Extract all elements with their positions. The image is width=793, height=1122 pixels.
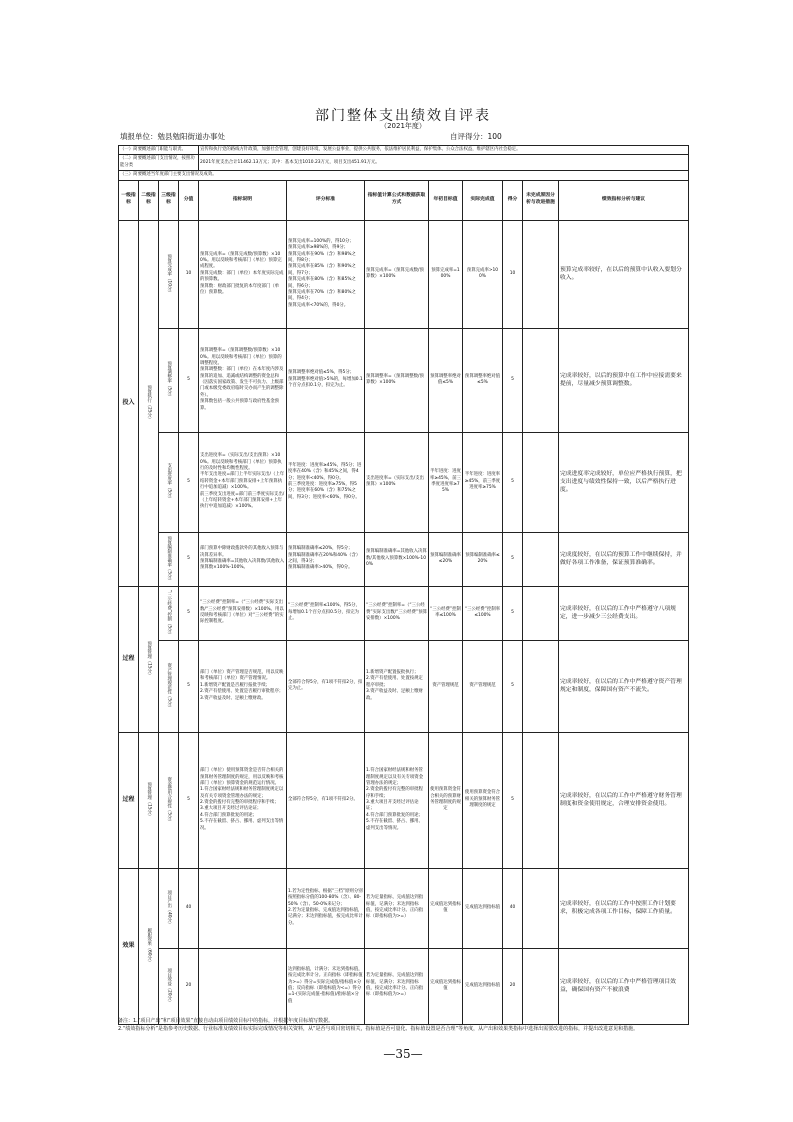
target-cell: 预算完成率=100% bbox=[429, 220, 463, 328]
actual-cell: 预算调整率绝对值≤5% bbox=[463, 328, 503, 432]
reason-cell bbox=[523, 732, 559, 868]
got-cell: 5 bbox=[503, 328, 523, 432]
feedback-cell: 完成率较好，在以后的工作中严格管理项目效益，确保国有资产不被浪费 bbox=[559, 948, 689, 1024]
actual-cell: 预算编制准确率≤20% bbox=[463, 532, 503, 586]
info-text-1: 宣传和执行党的路线方针政策，加强社会管理，创建良好环境，发展公益事业，提供公共服务，依法维护居民利益，保护集体、公众合法权益，维护辖区内社会稳定。 bbox=[199, 146, 689, 155]
target-cell: 完成值达到指标值 bbox=[429, 948, 463, 1024]
reason-cell bbox=[523, 432, 559, 532]
info-row-1 bbox=[119, 146, 689, 155]
desc-cell: 预算调整率=（预算调整数/预算数）×100%。用以反映和考核部门（单位）预算的调整程度。 预算调整数：部门（单位）在本年度内涉及预算的追加、追减或结构调整的资金总和（因落实国家政策、发生不可抗力、上级部门或本级党委政府临时交办而产生的调整除外）。 预算数包括一般公共预算与政府性基金预算。 bbox=[199, 328, 287, 432]
got-cell: 5 bbox=[503, 432, 523, 532]
header-std: 评分标准 bbox=[287, 180, 365, 220]
info-label-3: （三）简要概述当年度部门主要支出情况及成效。 bbox=[119, 171, 689, 180]
table-row bbox=[119, 328, 689, 432]
evaluation-table bbox=[118, 145, 689, 1025]
std-cell: 预算调整率绝对值≤5%，得5分； 预算调整率绝对值>5%的，每增加0.1个百分点扣0.1分，扣完为止。 bbox=[287, 328, 365, 432]
std-cell: 达到指标值，计满分；未达到指标值，按完成比率计分。正向指标（即指标值为>=）得分=实际完成值/指标值×分值；反向指标（即指标值为<=）得分=1-(实际完成值-指标值)/指标值×分值 bbox=[287, 948, 365, 1024]
lv3-cell: 预算编制准确率（5分） bbox=[159, 532, 179, 586]
table-header-row bbox=[119, 180, 689, 220]
footnote-1: 备注：1.“项目产出”和“项目效果”直接自动由项目绩效目标中的指标，并根据年度目标填写数据。 bbox=[118, 1018, 334, 1024]
info-row-2 bbox=[119, 155, 689, 171]
header-lv3: 三级指标 bbox=[159, 180, 179, 220]
feedback-cell: 完成率较好，以后的预算中在工作中应接需要来提前，尽量减少预算调整数。 bbox=[559, 328, 689, 432]
actual-cell: 半年进度：进度率≥45%，前三季度进度率≥75% bbox=[463, 432, 503, 532]
table-row bbox=[119, 640, 689, 732]
got-cell: 20 bbox=[503, 948, 523, 1024]
formula-cell: “三公经费”控制率=（“三公经费”实际支出数/“三公经费”预算安排数）×100% bbox=[365, 586, 429, 640]
std-cell: 预算编制准确率≤20%，得5分； 预算编制准确率在20%和40%（含）之间，得3分； 预算编制准确率>40%，得0分。 bbox=[287, 532, 365, 586]
footnotes bbox=[118, 1018, 688, 1033]
lv3-cell: 支出进度率（5分） bbox=[159, 432, 179, 532]
table-row bbox=[119, 948, 689, 1024]
score-cell: 20 bbox=[179, 948, 199, 1024]
reason-cell bbox=[523, 328, 559, 432]
std-cell: 全部符合得5分，有1项不符扣2分，扣完为止。 bbox=[287, 640, 365, 732]
reason-cell bbox=[523, 586, 559, 640]
formula-cell: 若为定量指标，完成值达到指标值，记满分；未达到指标值，按完成比率计分。正向指标（即指标值为>=） bbox=[365, 948, 429, 1024]
reason-cell bbox=[523, 868, 559, 948]
lv3-cell: “三公经费”控制（5分） bbox=[159, 586, 179, 640]
desc-cell: “三公经费”控制率=（“三公经费”实际支出数/“三公经费”预算安排数）×100%。用以反映和考核部门（单位）对“三公经费”的实际控制程度。 bbox=[199, 586, 287, 640]
feedback-cell: 预算完成率较好，在以后的预算中认收入要划分收入。 bbox=[559, 220, 689, 328]
score-cell: 5 bbox=[179, 640, 199, 732]
score-cell: 5 bbox=[179, 732, 199, 868]
actual-cell: 预算完成率>100% bbox=[463, 220, 503, 328]
std-cell: “三公经费”控制率≤100%，得5分，每增加0.1个百分点扣0.5分，扣完为止。 bbox=[287, 586, 365, 640]
got-cell: 5 bbox=[503, 640, 523, 732]
std-cell: 1.若为定性指标，根据“三档”原则分别按照指标分值的100-80%（含）、80-50%（含）、50-0%来记分； 2.若为定量指标，完成值达到指标值，记满分；未达到指标值，按完成比率计分。 bbox=[287, 868, 365, 948]
got-cell: 5 bbox=[503, 586, 523, 640]
formula-cell: 若为定量指标，完成值达到指标值，记满分；未达到指标值，按完成比率计分。正向指标（即指标值为>=） bbox=[365, 868, 429, 948]
header-reason: 未完成原因分析与改进措施 bbox=[523, 180, 559, 220]
std-cell: 全部符合得5分，有1项不符扣2分。 bbox=[287, 732, 365, 868]
info-row-3 bbox=[119, 171, 689, 180]
formula-cell: 预算编制准确率=其他收入决算数/其他收入预算数×100%-100% bbox=[365, 532, 429, 586]
target-cell: 预算调整率绝对值≤5% bbox=[429, 328, 463, 432]
feedback-cell: 完成率较好，在以后的工作中按照工作计划要求，积极完成各项工作目标，保障工作质量。 bbox=[559, 868, 689, 948]
lv3-cell: 资金使用合规性（5分） bbox=[159, 732, 179, 868]
score-cell: 5 bbox=[179, 328, 199, 432]
target-cell: 半年进度：进度率≥45%，前三季度进度率≥75% bbox=[429, 432, 463, 532]
desc-cell: 部门（单位）资产管理是否规范，用以反映和考核部门（单位）资产管理情况。 1.新增资产配置是否履行报批手续； 2.资产有偿使用、处置是否履行审批程序； 3.资产收益及时、足额上缴财政。 bbox=[199, 640, 287, 732]
lv3-cell: 预算完成率（10分） bbox=[159, 220, 179, 328]
desc-cell: 部门（单位）使用预算资金是否符合相关的预算财务管理制度的规定，用以反映和考核部门（单位）预算资金的规范运行情况。 1.符合国家财经法规和财务管理制度规定以及有关专项资金管理办法的规定； 2.资金的拨付有完整的审批程序和手续； 3.重大项目开支经过评估论证； 4.符合部门预算批复的用途； 5.不存在截留、挤占、挪用、虚列支出等情况。 bbox=[199, 732, 287, 868]
feedback-cell: 完成进度率完成较好，单位应严格执行预算，把支出进度与绩效性保持一致，以后严格执行进度。 bbox=[559, 432, 689, 532]
formula-cell: 预算调整率=（预算调整数/预算数）×100% bbox=[365, 328, 429, 432]
reason-cell bbox=[523, 220, 559, 328]
actual-cell: 完成值达到指标值 bbox=[463, 868, 503, 948]
header-desc: 指标说明 bbox=[199, 180, 287, 220]
got-cell: 5 bbox=[503, 732, 523, 868]
std-cell: 预算完成率=100%的，得10分； 预算完成率≥98%的，得9分； 预算完成率在90%（含）和98%之间，得8分； 预算完成率在85%（含）和90%之间，得7分； 预算完成率在80%（含）和85%之间，得6分； 预算完成率在70%（含）和80%之间，得4分； 预算完成率<70%的，得0分。 bbox=[287, 220, 365, 328]
score-cell: 5 bbox=[179, 432, 199, 532]
lv3-cell: 项目效益（20分） bbox=[159, 948, 179, 1024]
got-cell: 10 bbox=[503, 220, 523, 328]
table-row bbox=[119, 732, 689, 868]
lv3-cell: 资产管理规范性（5分） bbox=[159, 640, 179, 732]
lv1-input: 投入 bbox=[119, 220, 139, 586]
lv2-budget-mgmt-2: 预算管理（15分） bbox=[139, 732, 159, 868]
reason-cell bbox=[523, 640, 559, 732]
actual-cell: 完成值达到指标值 bbox=[463, 948, 503, 1024]
table-row bbox=[119, 432, 689, 532]
target-cell: 预算编制准确率≤20% bbox=[429, 532, 463, 586]
lv2-budget-exec: 预算执行（25分） bbox=[139, 220, 159, 586]
score-cell: 40 bbox=[179, 868, 199, 948]
target-cell: 完成值达到指标值 bbox=[429, 868, 463, 948]
info-label-1: （一）简要概述部门职能与职责。 bbox=[119, 146, 199, 155]
feedback-cell: 完成度较好，在以后的预算工作中继续保持，并做好各项工作准备，保证预算准确率。 bbox=[559, 532, 689, 586]
got-cell: 5 bbox=[503, 532, 523, 586]
target-cell: “三公经费”控制率≤100% bbox=[429, 586, 463, 640]
unit-line bbox=[120, 131, 688, 143]
header-lv1: 一级指标 bbox=[119, 180, 139, 220]
document-page bbox=[118, 0, 688, 1122]
desc-cell bbox=[199, 868, 287, 948]
footnote-2: 2.“绩效指标分析”是指参考历史数据、行业标准及绩效目标实际完成情况等相关资料，从“是否与项目密切相关，指标值是否可量化、指标值设置是否合理”等角度，从产出和效果类指标中选择出需要改进的指标，并提出改进意见和措施。 bbox=[118, 1025, 639, 1032]
actual-cell: “三公经费”控制率≤100% bbox=[463, 586, 503, 640]
desc-cell: 预算完成率=（预算完成数/预算数）×100%。用以反映和考核部门（单位）预算完成程度。 预算完成数：部门（单位）本年度实际完成的预算数。 预算数：财政部门批复的本年度部门（单位）预算数。 bbox=[199, 220, 287, 328]
feedback-cell: 完成率较好，在以后的工作中严格遵守八项规定，进一步减少三公经费支出。 bbox=[559, 586, 689, 640]
header-got: 得分 bbox=[503, 180, 523, 220]
desc-cell bbox=[199, 948, 287, 1024]
actual-cell: 使用预算资金符合相关的预算财务管理制度的规定 bbox=[463, 732, 503, 868]
table-row bbox=[119, 586, 689, 640]
score-cell: 5 bbox=[179, 586, 199, 640]
score-cell: 5 bbox=[179, 532, 199, 586]
info-text-2: 2021年度支出合计11462.13万元；其中：基本支出1010.23万元，项目支出451.91万元。 bbox=[199, 155, 689, 171]
reason-cell bbox=[523, 948, 559, 1024]
lv3-cell: 项目产出（40分） bbox=[159, 868, 179, 948]
table-row bbox=[119, 868, 689, 948]
header-formula: 指标值计算公式和数据获取方式 bbox=[365, 180, 429, 220]
formula-cell: 预算完成率=（预算完成数/预算数）×100% bbox=[365, 220, 429, 328]
header-target: 年初目标值 bbox=[429, 180, 463, 220]
document-subtitle: （2021年度） bbox=[380, 122, 426, 130]
header-feedback: 绩效指标分析与建议 bbox=[559, 180, 689, 220]
desc-cell: 部门预算中除财政拨款外的其他收入预算与决算差异率。 预算编制准确率=其他收入决算数/其他收入预算数×100%-100%。 bbox=[199, 532, 287, 586]
lv2-perf-effect: 履职效果（60分） bbox=[139, 868, 159, 1024]
formula-cell: 1.符合国家财经法规和财务管理制度规定以及有关专项资金管理办法的规定； 2.资金的拨付有完整的审批程序和手续； 3.重大项目开支经过评估论证； 4.符合部门预算批复的用途； 5.不存在截留、挤占、挪用、虚列支出等情况。 bbox=[365, 732, 429, 868]
table-row bbox=[119, 532, 689, 586]
lv1-process: 过程 bbox=[119, 586, 139, 732]
formula-cell: 支出进度率=（实际支出/支出预算）×100% bbox=[365, 432, 429, 532]
feedback-cell: 完成率较好，在以后的工作中严格遵守资产管理规定和制度，保障国有资产不流失。 bbox=[559, 640, 689, 732]
header-score: 分值 bbox=[179, 180, 199, 220]
std-cell: 半年进度：进度率≥45%，得5分；进度率在40%（含）和45%之间，得4分；进度率<40%，得0分。 前三季度进度：进度率≥75%，得5分；进度率在60%（含）和75%之间，得3分；进度率<60%，得0分。 bbox=[287, 432, 365, 532]
lv3-cell: 预算调整率（5分） bbox=[159, 328, 179, 432]
reason-cell bbox=[523, 532, 559, 586]
document-title: 部门整体支出绩效自评表 bbox=[315, 108, 491, 124]
lv1-process-2: 过程 bbox=[119, 732, 139, 868]
actual-cell: 资产管理规范 bbox=[463, 640, 503, 732]
lv2-budget-mgmt: 预算管理（15分） bbox=[139, 586, 159, 732]
target-cell: 资产管理规范 bbox=[429, 640, 463, 732]
page-number: —35— bbox=[383, 1047, 423, 1061]
feedback-cell: 完成率较好，在以后的工作中严格遵守财务管理制度和资金使用规定，合理安排资金使用。 bbox=[559, 732, 689, 868]
header-lv2: 二级指标 bbox=[139, 180, 159, 220]
got-cell: 40 bbox=[503, 868, 523, 948]
target-cell: 使用预算资金符合相关的预算财务管理制度的规定 bbox=[429, 732, 463, 868]
info-label-2: （二）简要概述部门支出情况，按照功能分类 bbox=[119, 155, 199, 171]
self-score: 自评得分：100 bbox=[450, 132, 502, 141]
lv1-effect: 效果 bbox=[119, 868, 139, 1024]
score-cell: 10 bbox=[179, 220, 199, 328]
table-row bbox=[119, 220, 689, 328]
formula-cell: 1.新增资产配置报批执行； 2.资产有偿使用、处置按规定程序审批； 3.资产收益及时、足额上缴财政。 bbox=[365, 640, 429, 732]
unit-label: 填报单位：勉县勉阳街道办事处 bbox=[120, 132, 225, 141]
header-actual: 实际完成值 bbox=[463, 180, 503, 220]
desc-cell: 支出进度率=（实际支出/支出预算）×100%。用以反映和考核部门（单位）预算执行的及时性和均衡性程度。 半年支出进度=部门上半年实际支出/（上年结转资金+本年部门预算安排+上年预算执行中追加追减）×100%。 前三季度支出进度=部门前三季度实际支出/（上年结转资金+本年部门预算安排+上年执行中追加追减）×100%。 bbox=[199, 432, 287, 532]
